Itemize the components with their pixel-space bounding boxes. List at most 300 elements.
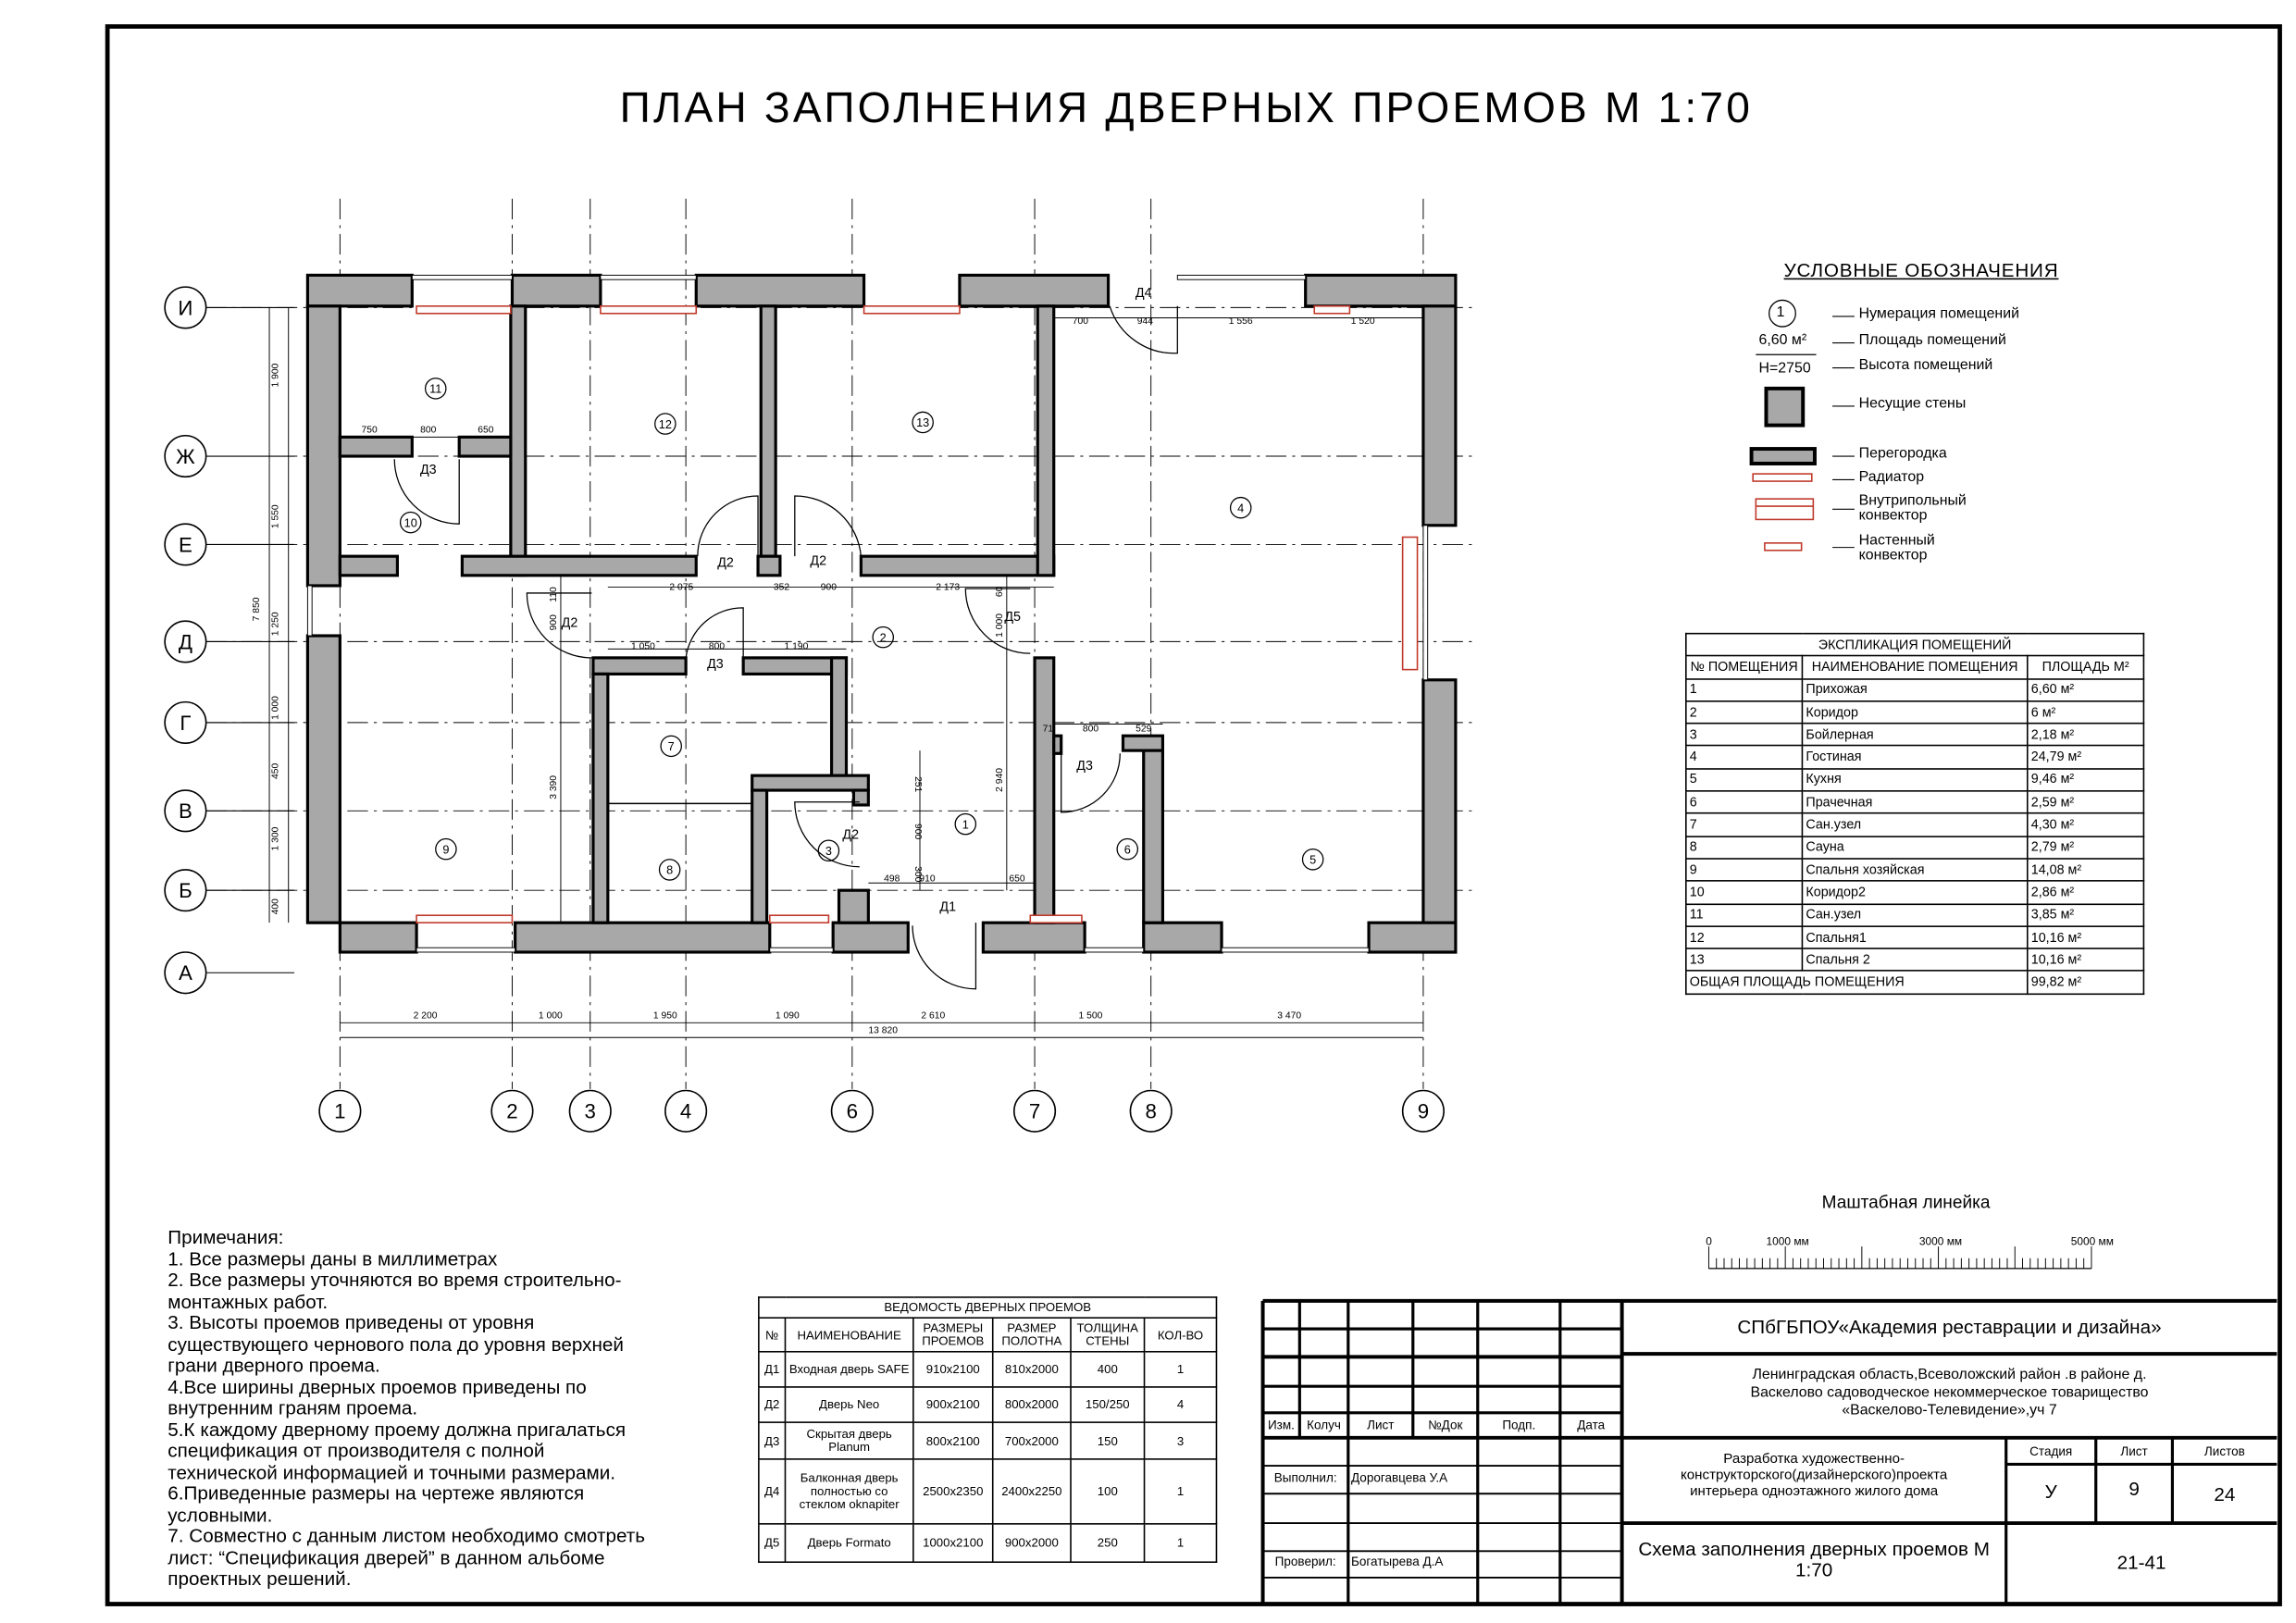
table-row (1686, 724, 2144, 746)
leaf-size: 700x2000 (993, 1422, 1071, 1459)
sheet-name-line: 1:70 (1795, 1558, 1833, 1581)
note-line: проектных решений. (168, 1567, 352, 1590)
leaf-size: 800x2000 (993, 1387, 1071, 1422)
room-tag: 4 (1237, 501, 1245, 515)
dimension-label: 800 (1082, 724, 1099, 735)
room-name: Спальня хозяйская (1802, 859, 2027, 881)
room-tag: 8 (666, 862, 674, 877)
room-area: 2,18 м² (2028, 724, 2144, 746)
dimension-label: 910 (919, 873, 936, 885)
dimension-label: 1 900 (270, 363, 281, 388)
dimension-label: 2 173 (936, 582, 961, 593)
dimension-label: 498 (884, 873, 900, 885)
column-axis-label: 6 (846, 1099, 859, 1123)
bearing-wall-icon (1766, 389, 1803, 426)
wall (593, 674, 608, 923)
column-axis-label: 8 (1145, 1099, 1157, 1123)
wall (1037, 306, 1053, 576)
dimension-label: 900 (820, 582, 838, 593)
dimension-label: 1 000 (538, 1010, 563, 1022)
room-name: Коридор2 (1802, 881, 2027, 903)
dimension-label: 2 200 (413, 1010, 438, 1022)
note-line: монтажных работ. (168, 1289, 329, 1312)
door-name: Дверь Formato (785, 1524, 912, 1562)
scale-bar-title: Маштабная линейка (1821, 1192, 1991, 1213)
sheets-value: 24 (2214, 1483, 2236, 1505)
radiator (416, 915, 512, 923)
door-tag: Д4 (1135, 286, 1152, 302)
room-number: 3 (1686, 724, 1803, 746)
door-swing (912, 923, 975, 989)
table-row (1686, 769, 2144, 791)
door-tag: Д2 (717, 555, 734, 571)
dimension-label: 1 050 (631, 641, 655, 652)
column-header: № ПОМЕЩЕНИЯ (1686, 656, 1803, 678)
performed-name: Дорогавцева У.А (1350, 1469, 1448, 1485)
wall (512, 275, 600, 305)
room-area: 9,46 м² (2028, 769, 2144, 791)
dimension-label: 1 550 (270, 504, 281, 529)
sheets-label: Листов (2203, 1443, 2245, 1459)
column-label: Лист (1367, 1417, 1395, 1432)
sheet-label: Лист (2120, 1443, 2148, 1459)
dimension-label: 71 (1042, 724, 1054, 735)
wall (307, 636, 340, 923)
wall (861, 556, 1053, 576)
dimension-label: 3 470 (1277, 1010, 1302, 1022)
table-row (1686, 746, 2144, 768)
leaf-size: 2400x2250 (993, 1459, 1071, 1524)
wall-thickness: 150 (1071, 1422, 1145, 1459)
door-name: Входная дверь SAFE (785, 1352, 912, 1387)
dimension-label: 251 (912, 776, 924, 793)
table-header-row (759, 1318, 1217, 1352)
floor-convector-icon (1756, 499, 1813, 519)
dimension-label: 400 (270, 898, 281, 915)
column-axis-label: 2 (506, 1099, 518, 1123)
dimension-label: 7 850 (251, 597, 262, 622)
wall (832, 658, 847, 775)
table-row (1686, 948, 2144, 971)
room-tag: 5 (1309, 852, 1317, 867)
table-title-row (1686, 634, 2144, 656)
sheet-value: 9 (2128, 1477, 2140, 1500)
room-tag: 9 (442, 842, 450, 857)
room-area: 10,16 м² (2028, 926, 2144, 948)
dimension-label: 650 (478, 425, 494, 436)
room-area: 6 м² (2028, 701, 2144, 724)
table-title: ВЕДОМОСТЬ ДВЕРНЫХ ПРОЕМОВ (759, 1297, 1217, 1318)
notes (168, 1227, 645, 1590)
room-name: Бойлерная (1802, 724, 2027, 746)
table-row (1686, 881, 2144, 903)
column-label: №Док (1428, 1417, 1463, 1432)
wall (1423, 306, 1456, 526)
total-value: 99,82 м² (2028, 972, 2144, 994)
radiator (1030, 915, 1082, 923)
wall (462, 556, 696, 576)
room-tag: 6 (1123, 842, 1131, 857)
door-tag: Д3 (419, 463, 437, 478)
room-number: 7 (1686, 813, 1803, 836)
door-swing (1110, 306, 1177, 353)
legend-sample-area: 6,60 м² (1758, 332, 1807, 349)
door-tag: Д1 (939, 899, 957, 915)
room-tag: 2 (879, 630, 887, 645)
dimension-label: 700 (1072, 316, 1088, 327)
dimension-label: 1 500 (1078, 1010, 1103, 1022)
door-mark: Д3 (759, 1422, 786, 1459)
door-count: 1 (1145, 1524, 1217, 1562)
window-glass (412, 275, 512, 279)
project-line: конструкторского(дизайнерского)проекта (1680, 1467, 1948, 1484)
room-area: 2,86 м² (2028, 881, 2144, 903)
legend-title: УСЛОВНЫЕ ОБОЗНАЧЕНИЯ (1783, 258, 2059, 281)
door-name: Дверь Neo (785, 1387, 912, 1422)
note-line: существующего чернового пола до уровня верхней (168, 1332, 624, 1355)
dimension-label: 1 300 (270, 826, 281, 851)
table-title-row (759, 1297, 1217, 1318)
dimension-label: 1 950 (652, 1010, 677, 1022)
window-glass (1222, 948, 1369, 952)
wall-convector-icon (1765, 543, 1802, 551)
legend-item: Высота помещений (1858, 357, 1993, 374)
column-label: Колуч (1307, 1417, 1341, 1432)
legend-sample-room-number: 1 (1776, 304, 1785, 321)
column-header: КОЛ-ВО (1145, 1318, 1217, 1352)
room-tag: 12 (658, 416, 672, 431)
legend-sample-height: Н=2750 (1758, 360, 1811, 378)
table-row (759, 1352, 1217, 1387)
note-line: условными. (168, 1503, 273, 1526)
row-axis-label: Ж (176, 444, 195, 468)
row-axis-label: В (178, 799, 192, 824)
room-number: 8 (1686, 836, 1803, 859)
scale-label: 3000 мм (1918, 1234, 1963, 1248)
table-row (1686, 859, 2144, 881)
wall (833, 923, 908, 952)
dimension-label: 900 (912, 823, 924, 840)
column-header: РАЗМЕРЫ ПРОЕМОВ (913, 1318, 993, 1352)
wall-thickness: 400 (1071, 1352, 1145, 1387)
column-axis-label: 1 (334, 1099, 346, 1123)
door-tag: Д2 (842, 827, 860, 843)
opening-size: 800x2100 (913, 1422, 993, 1459)
room-name: Прачечная (1802, 791, 2027, 813)
wall (752, 790, 767, 923)
dimension-label: 110 (549, 587, 560, 602)
room-number: 1 (1686, 678, 1803, 700)
column-label: Подп. (1502, 1417, 1536, 1432)
stage-value: У (2044, 1480, 2057, 1503)
window-glass (416, 948, 515, 952)
opening-size: 2500x2350 (913, 1459, 993, 1524)
radiator (864, 306, 960, 314)
dimension-label: 1 000 (270, 696, 281, 720)
radiator (770, 915, 829, 923)
row-axis-label: И (178, 296, 193, 320)
dimension-label: 2 075 (669, 582, 694, 593)
door-tag: Д2 (810, 553, 827, 569)
wall (1369, 923, 1456, 952)
room-tag: 10 (403, 515, 417, 530)
dimension-label: 900 (549, 614, 560, 631)
legend-item: Перегородка (1858, 445, 1947, 463)
table-row (1686, 701, 2144, 724)
row-axis-label: Г (180, 711, 192, 735)
dimension-label: 800 (708, 641, 726, 652)
project-address (1622, 1367, 2277, 1419)
radiator (601, 306, 696, 314)
wall (1144, 750, 1163, 923)
door-schedule-table (758, 1296, 1217, 1563)
column-header: № (759, 1318, 786, 1352)
table-row (1686, 926, 2144, 948)
room-area: 4,30 м² (2028, 813, 2144, 836)
door-mark: Д1 (759, 1352, 786, 1387)
row-axis-label: Б (179, 879, 192, 903)
wall (853, 790, 868, 805)
address-line: Ленинградская область,Всеволожский район .в районе д. (1752, 1367, 2147, 1383)
door-count: 1 (1145, 1459, 1217, 1524)
table-row (1686, 678, 2144, 700)
checked-name: Богатырева Д.А (1350, 1554, 1444, 1569)
wall (511, 306, 526, 576)
door-tag: Д3 (1076, 758, 1093, 774)
room-number: 6 (1686, 791, 1803, 813)
table-row (759, 1387, 1217, 1422)
room-area: 3,85 м² (2028, 904, 2144, 926)
checked-label: Проверил: (1274, 1554, 1336, 1569)
door-count: 4 (1145, 1387, 1217, 1422)
door-name: Балконная дверь полностью со стеклом oknapiter (785, 1459, 912, 1524)
door-swing (698, 496, 758, 556)
wall-thickness: 250 (1071, 1524, 1145, 1562)
note-line: 3. Высоты проемов приведены от уровня (168, 1311, 535, 1333)
window-glass (601, 275, 696, 279)
room-area: 10,16 м² (2028, 948, 2144, 971)
dimension-label: 13 820 (868, 1025, 899, 1036)
sheet-name (1622, 1537, 2006, 1581)
room-name: Сан.узел (1802, 904, 2027, 926)
table-row (759, 1422, 1217, 1459)
scale-label: 0 (1706, 1234, 1712, 1248)
dimension-label: 300 (912, 866, 924, 883)
note-line: 6.Приведенные размеры на чертеже являются (168, 1481, 585, 1505)
room-tag: 3 (825, 844, 832, 859)
room-area: 24,79 м² (2028, 746, 2144, 768)
room-name: Сауна (1802, 836, 2027, 859)
scale-bar (1708, 1246, 2091, 1269)
wall (1423, 680, 1456, 952)
address-line: «Васкелово-Телевидение»,уч 7 (1842, 1402, 2057, 1419)
window-glass (1177, 275, 1305, 279)
door-tag: Д2 (561, 615, 578, 631)
dimension-label: 800 (420, 425, 437, 436)
room-number: 5 (1686, 769, 1803, 791)
radiator (1314, 306, 1349, 314)
page-title: ПЛАН ЗАПОЛНЕНИЯ ДВЕРНЫХ ПРОЕМОВ М 1:70 (619, 85, 1754, 133)
dimension-label: 60 (995, 586, 1006, 598)
window-glass (307, 586, 312, 636)
dimension-label: 944 (1136, 316, 1153, 327)
note-line: 7. Совместно с данным листом необходимо смотреть (168, 1524, 646, 1547)
note-line: 2. Все размеры уточняются во время строительно- (168, 1268, 622, 1291)
radiator (416, 306, 511, 314)
room-name: Гостиная (1802, 746, 2027, 768)
legend-item: Радиатор (1858, 469, 1925, 486)
table-total-row (1686, 972, 2144, 994)
wall (839, 890, 869, 923)
wall (960, 275, 1109, 305)
wall (340, 923, 416, 952)
door-mark: Д5 (759, 1524, 786, 1562)
room-area: 2,59 м² (2028, 791, 2144, 813)
column-axis-label: 9 (1417, 1099, 1430, 1123)
dimension-label: 1 190 (784, 641, 809, 652)
scale-label: 1000 мм (1766, 1234, 1809, 1248)
legend-item: Нумерация помещений (1858, 305, 2019, 323)
partition-icon (1752, 449, 1815, 464)
organization-name: СПбГБПОУ«Академия реставрации и дизайна» (1737, 1315, 2162, 1338)
window-glass (1423, 526, 1428, 680)
wall (307, 275, 412, 305)
room-area: 14,08 м² (2028, 859, 2144, 881)
wall (593, 658, 686, 674)
column-header: ПЛОЩАДЬ М² (2028, 656, 2144, 678)
room-name: Сан.узел (1802, 813, 2027, 836)
wall (340, 556, 397, 576)
dimension-label: 1 000 (995, 613, 1006, 638)
door-count: 1 (1145, 1352, 1217, 1387)
column-header: ТОЛЩИНА СТЕНЫ (1071, 1318, 1145, 1352)
dimension-label: 2 610 (921, 1010, 946, 1022)
note-line: внутренним граням проема. (168, 1396, 418, 1419)
column-axis-label: 4 (679, 1099, 692, 1123)
room-area: 2,79 м² (2028, 836, 2144, 859)
total-label: ОБЩАЯ ПЛОЩАДЬ ПОМЕЩЕНИЯ (1686, 972, 2028, 994)
door-tag: Д3 (707, 657, 724, 673)
table-row (759, 1459, 1217, 1524)
row-axis-label: Е (178, 533, 192, 557)
table-row (1686, 904, 2144, 926)
wall (1054, 736, 1061, 753)
opening-size: 900x2100 (913, 1387, 993, 1422)
note-line: лист: “Спецификация дверей” в данном альбоме (168, 1545, 605, 1568)
room-name: Кухня (1802, 769, 2027, 791)
room-name: Спальня 2 (1802, 948, 2027, 971)
room-number: 11 (1686, 904, 1803, 926)
door-name: Скрытая дверь Planum (785, 1422, 912, 1459)
dimension-label: 1 556 (1228, 316, 1253, 327)
dimension-label: 352 (773, 582, 790, 593)
dimension-label: 3 390 (549, 774, 560, 799)
radiator (1403, 537, 1418, 669)
room-name: Коридор (1802, 701, 2027, 724)
dimension-label: 1 250 (270, 612, 281, 637)
room-explication-table (1685, 633, 2144, 995)
note-line: грани дверного проема. (168, 1354, 380, 1377)
wall (1035, 658, 1054, 923)
note-line: технической информацией и точными размерами. (168, 1460, 616, 1483)
scale-label: 5000 мм (2070, 1234, 2114, 1248)
door-tag: Д5 (1004, 610, 1022, 626)
room-number: 9 (1686, 859, 1803, 881)
window-glass (770, 948, 833, 952)
leaf-size: 900x2000 (993, 1524, 1071, 1562)
door-mark: Д2 (759, 1387, 786, 1422)
dimension-label: 1 520 (1350, 316, 1375, 327)
table-row (1686, 836, 2144, 859)
wall (459, 437, 511, 456)
dimension-label: 2 940 (995, 767, 1006, 792)
window-glass (1085, 948, 1144, 952)
room-number: 13 (1686, 948, 1803, 971)
wall (761, 306, 776, 556)
column-header: НАИМЕНОВАНИЕ ПОМЕЩЕНИЯ (1802, 656, 2027, 678)
sheet-name-line: Схема заполнения дверных проемов М (1638, 1537, 1990, 1560)
wall (752, 775, 869, 790)
wall-thickness: 100 (1071, 1459, 1145, 1524)
room-name: Спальня1 (1802, 926, 2027, 948)
dimension-label: 750 (361, 425, 378, 436)
wall (1306, 275, 1456, 305)
room-tag: 1 (962, 817, 969, 832)
drawing-code: 21-41 (2116, 1551, 2166, 1574)
dimension-label: 650 (1009, 873, 1025, 885)
note-line: 1. Все размеры даны в миллиметрах (168, 1246, 498, 1270)
wall-thickness: 150/250 (1071, 1387, 1145, 1422)
table-row (1686, 813, 2144, 836)
column-label: Изм. (1267, 1417, 1295, 1432)
room-tag: 11 (429, 381, 442, 396)
room-number: 12 (1686, 926, 1803, 948)
opening-size: 1000x2100 (913, 1524, 993, 1562)
room-number: 4 (1686, 746, 1803, 768)
wall (758, 556, 780, 576)
opening-size: 910x2100 (913, 1352, 993, 1387)
note-line: 4.Все ширины дверных проемов приведены по (168, 1375, 587, 1398)
room-tag: 7 (667, 739, 675, 754)
dimension-label: 529 (1136, 724, 1152, 735)
wall (1123, 736, 1162, 750)
column-header: НАИМЕНОВАНИЕ (785, 1318, 912, 1352)
room-area: 6,60 м² (2028, 678, 2144, 700)
project-line: интерьера одноэтажного жилого дома (1690, 1483, 1939, 1500)
room-name: Прихожая (1802, 678, 2027, 700)
wall (983, 923, 1085, 952)
leaf-size: 810x2000 (993, 1352, 1071, 1387)
wall (515, 923, 770, 952)
performed-label: Выполнил: (1273, 1469, 1337, 1485)
room-number: 10 (1686, 881, 1803, 903)
dimension-label: 450 (270, 762, 281, 779)
wall (307, 306, 340, 586)
room-tag: 13 (916, 415, 930, 430)
table-row (759, 1524, 1217, 1562)
wall (696, 275, 863, 305)
room-number: 2 (1686, 701, 1803, 724)
project-description (1622, 1451, 2006, 1499)
walls (307, 275, 1456, 952)
legend-item: Настенный конвектор (1858, 532, 1935, 564)
door-swing (527, 593, 591, 658)
legend-item: Несущие стены (1858, 395, 1967, 413)
stage-label: Стадия (2029, 1443, 2073, 1459)
column-header: РАЗМЕР ПОЛОТНА (993, 1318, 1071, 1352)
wall (340, 437, 412, 456)
table-row (1686, 791, 2144, 813)
